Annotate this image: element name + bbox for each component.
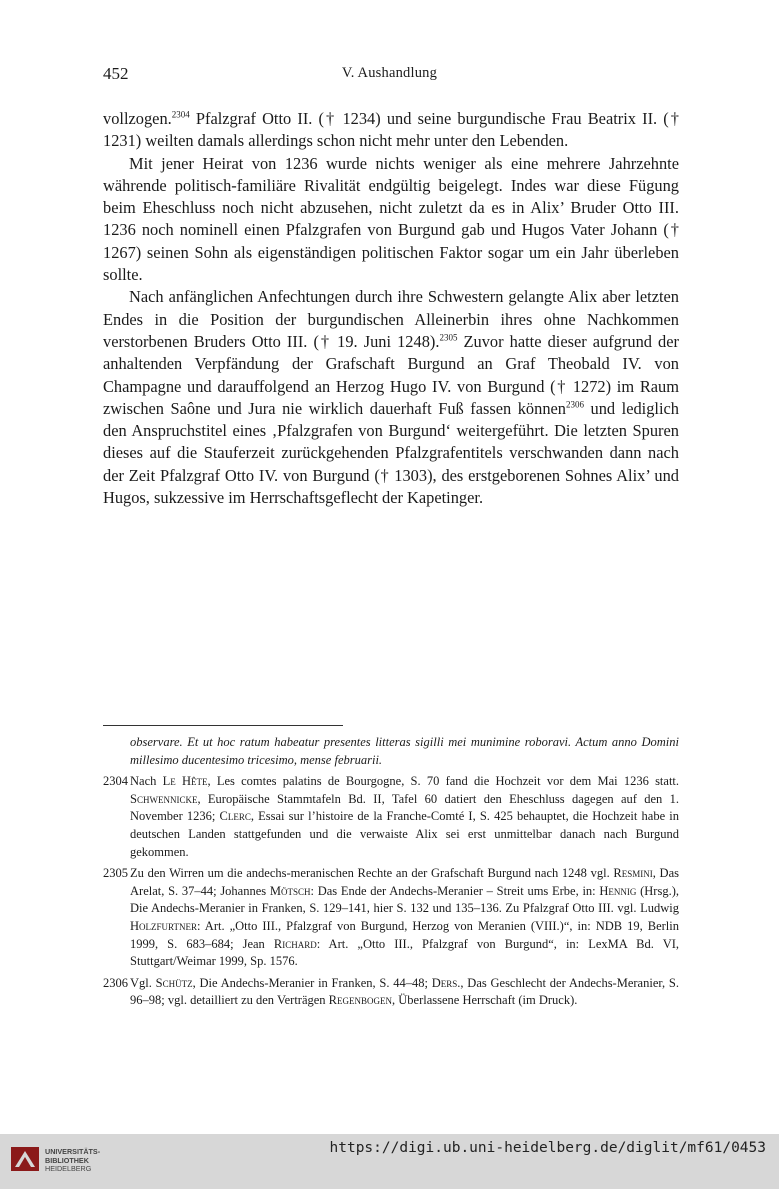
text-span: Vgl. [130, 975, 156, 990]
footnote-divider [103, 725, 343, 726]
text-span: : Art. „Otto III., Pfalzgraf von Burgund, Herzog von Meranien (VIII.)“, in: NDB 19, Berlin 1999, S. 683–684; Jean [130, 918, 679, 951]
author-name: Mötsch [269, 883, 311, 898]
text-span: Zu den Wirren um die andechs-meranischen Rechte an der Grafschaft Burgund nach 1248 vgl. [130, 866, 614, 881]
author-name: Resmini [613, 866, 653, 881]
text-span: Nach [130, 774, 163, 789]
text-span: (Hrsg.), Die Andechs-Meranier in Franken, S. 129–141, hier S. 132 und 135–136. Zu Pfalzgraf Otto III. vgl. Ludwig [130, 883, 679, 916]
footnote-text [130, 865, 679, 971]
author-name: Regenbogen [328, 993, 393, 1008]
text-span: , Das Geschlecht der Andechs-Meranier, S. 96–98; vgl. detailliert zu den Verträgen [130, 975, 679, 1008]
text-span: und lediglich den Anspruchstitel eines ‚Pfalzgrafen von Burgund‘ weitergeführt. Die letzten Spuren dieses auf die Stauferzeit zurückgehenden Pfalzgrafentitels verschwanden dann nach der Zeit Pfalzgraf Otto IV. von Burgund († 1303), des erstgeborenen Sohnes Alix’ und Hugos, sukzessive im Herrschaftsgeflecht der Kapetinger. [103, 398, 679, 508]
logo-line: HEIDELBERG [45, 1164, 92, 1174]
paragraph-3 [103, 286, 679, 509]
footnote-ref-2305[interactable]: 2305 [439, 332, 458, 343]
logo-line: BIBLIOTHEK [45, 1155, 89, 1165]
footnote-2306 [103, 975, 679, 1010]
text-span: Nach anfänglichen Anfechtungen durch ihre Schwestern gelangte Alix aber letzten Endes in die Position der burgundischen Alleinerbin ihres ohne Nachkommen verstorbenen Bruders Otto III. († 19. Juni 1248). [103, 287, 679, 351]
logo-text [45, 1148, 100, 1174]
footnote-number: 2304 [103, 774, 128, 789]
footnote-2304 [103, 773, 679, 861]
page-header [103, 64, 676, 86]
author-name: Schwennicke [130, 791, 198, 806]
footnotes [103, 734, 679, 1014]
author-name: Holzfurtner [130, 918, 197, 933]
paragraph-2: Mit jener Heirat von 1236 wurde nichts weniger als eine mehrere Jahrzehnte währende politisch-familiäre Rivalität endgültig beigelegt. Indes war diese Fügung beim Eheschluss noch nicht abzusehen, nicht zuletzt da es in Alix’ Bruder Otto III. 1236 noch nominell einen Pfalzgrafen von Burgund gab und Hugos Vater Johann († 1267) seinen Sohn als eigenständigen politischen Faktor sogar um ein Jahr überleben sollte. [103, 153, 679, 285]
author-name: Ders. [431, 975, 461, 990]
text-span: Pfalzgraf Otto II. († 1234) und seine burgundische Frau Beatrix II. († 1231) weilten damals allerdings schon nicht mehr unter den Lebenden. [103, 109, 679, 151]
footnote-ref-2304[interactable]: 2304 [171, 109, 190, 120]
text-span: , Les comtes palatins de Bourgogne, S. 70 fand die Hochzeit vor dem Mai 1236 statt. [207, 774, 680, 789]
paragraph-1 [103, 108, 679, 153]
library-emblem-icon [9, 1143, 41, 1175]
running-head: V. Aushandlung [341, 65, 438, 81]
library-logo[interactable] [9, 1143, 109, 1179]
author-name: Le Hête [162, 774, 208, 789]
footnote-2305 [103, 865, 679, 971]
text-span: : Art. „Otto III., Pfalzgraf von Burgund“, in: LexMA Bd. VI, Stuttgart/Weimar 1999, Sp. 1576. [130, 936, 680, 969]
main-text [103, 108, 679, 509]
logo-line: UNIVERSITÄTS- [45, 1147, 101, 1156]
text-span: , Die Andechs-Meranier in Franken, S. 44–48; [192, 975, 432, 990]
author-name: Clerc [219, 809, 251, 824]
text-span: , Europäische Stammtafeln Bd. II, Tafel 60 datiert den Eheschluss dagegen auf den 1. November 1236; [130, 791, 679, 824]
author-name: Schütz [155, 975, 193, 990]
footnote-number: 2305 [103, 866, 128, 881]
footnote-continuation: observare. Et ut hoc ratum habeatur presentes litteras sigilli mei munimine roboravi. Actum anno Domini millesimo ducentesimo tricesimo, mense februarii. [130, 735, 679, 767]
text-span: , Essai sur l’histoire de la Franche-Comté I, S. 425 behauptet, die Hochzeit habe in deutschen Landen stattgefunden und die verwaiste Alix sei erst unmittelbar danach nach Burgund gekommen. [130, 809, 679, 859]
text-span: : Das Ende der Andechs-Meranier – Streit ums Erbe, in: [310, 883, 600, 898]
page-number: 452 [103, 64, 129, 83]
footnote-text [130, 975, 679, 1010]
text-span: vollzogen. [103, 109, 172, 128]
text-span: Zuvor hatte dieser aufgrund der anhaltenden Verpfändung der Grafschaft Burgund an Graf Theobald IV. von Champagne und darauffolgend an Herzog Hugo IV. von Burgund († 1272) im Raum zwischen Saône und Jura nie wirklich dauerhaft Fuß fassen können [103, 331, 679, 418]
author-name: Hennig [599, 883, 637, 898]
text-span: , Überlassene Herrschaft (im Druck). [392, 993, 578, 1008]
source-url[interactable]: https://digi.ub.uni-heidelberg.de/diglit/mf61/0453 [329, 1140, 766, 1156]
footnote-number: 2306 [103, 975, 128, 990]
footnote-ref-2306[interactable]: 2306 [565, 399, 584, 410]
text-span: , Das Arelat, S. 37–44; Johannes [130, 866, 679, 898]
footnote-text [130, 773, 679, 861]
author-name: Richard [273, 936, 317, 951]
